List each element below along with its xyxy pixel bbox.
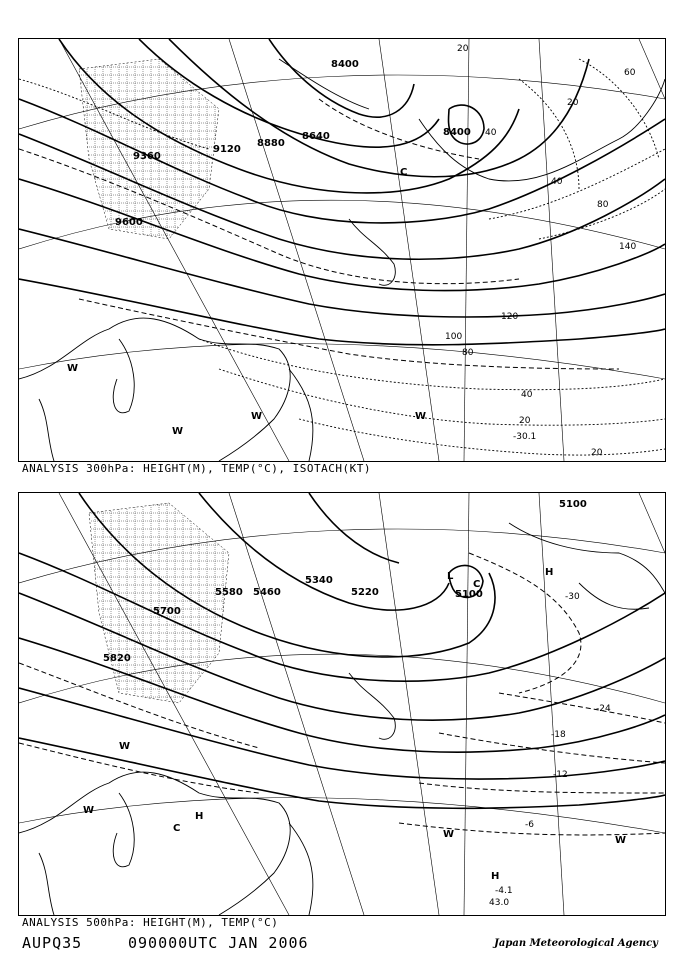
isotach-label: 60 (624, 68, 636, 78)
height-label: 5100 (559, 499, 587, 510)
height-label: 5100 (455, 589, 483, 600)
isotach-label: 20 (591, 448, 603, 458)
isotach-label: 40 (521, 390, 533, 400)
cold-marker: C (400, 167, 408, 178)
isotach-label: 40 (551, 177, 563, 187)
isotherm-label: -18 (551, 730, 566, 740)
height-label: 5820 (103, 653, 131, 664)
isotach-labels (445, 44, 636, 458)
warm-marker: W (615, 835, 627, 846)
map-300hpa (19, 39, 665, 461)
caption-500hpa: ANALYSIS 500hPa: HEIGHT(M), TEMP(°C) (22, 916, 279, 929)
height-label: 8880 (257, 138, 285, 149)
high-marker: H (195, 811, 204, 822)
warm-marker: W (67, 363, 79, 374)
isotach-label: 80 (597, 200, 609, 210)
height-label: 5340 (305, 575, 333, 586)
height-label: 9600 (115, 217, 143, 228)
isotach-label: 140 (619, 242, 637, 252)
cold-marker: C (473, 579, 481, 590)
obs-dewpoint: 43.0 (489, 898, 510, 908)
warm-marker: W (83, 805, 95, 816)
height-label: 9120 (213, 144, 241, 155)
valid-time: 090000UTC JAN 2006 (128, 934, 309, 952)
high-marker: H (545, 567, 554, 578)
cold-marker: C (173, 823, 181, 834)
isotach-label: 80 (462, 348, 474, 358)
obs-temperature: -30.1 (513, 432, 537, 442)
caption-300hpa: ANALYSIS 300hPa: HEIGHT(M), TEMP(°C), ISOTACH(KT) (22, 462, 372, 475)
map-500hpa (19, 493, 665, 915)
warm-marker: W (415, 411, 427, 422)
isotach-label: 20 (457, 44, 469, 54)
agency-name: Japan Meteorological Agency (494, 938, 658, 949)
warm-marker: W (251, 411, 263, 422)
height-label: 5220 (351, 587, 379, 598)
height-label: 8400 (331, 59, 359, 70)
isotherm-label: -24 (596, 704, 611, 714)
isotach-label: 100 (445, 332, 463, 342)
chart-300hpa (18, 38, 666, 462)
high-marker: H (491, 871, 500, 882)
isotach-label: 20 (567, 98, 579, 108)
isotach-label: 20 (519, 416, 531, 426)
height-label: 5460 (253, 587, 281, 598)
height-label: 5700 (153, 606, 181, 617)
isotach-label: 40 (485, 128, 497, 138)
isotherm-label: -6 (525, 820, 534, 830)
obs-temperature: -4.1 (495, 886, 513, 896)
warm-marker: W (172, 426, 184, 437)
height-label: 5580 (215, 587, 243, 598)
warm-marker: W (443, 829, 455, 840)
isotach-label: 120 (501, 312, 519, 322)
chart-500hpa (18, 492, 666, 916)
height-label: 8400 (443, 127, 471, 138)
isotherm-labels (525, 592, 611, 830)
height-label: 8640 (302, 131, 330, 142)
low-marker: L (447, 571, 454, 582)
isotherm-label: -30 (565, 592, 580, 602)
height-label: 9360 (133, 151, 161, 162)
chart-id: AUPQ35 (22, 934, 83, 952)
warm-marker: W (119, 741, 131, 752)
isotherm-label: -12 (553, 770, 568, 780)
